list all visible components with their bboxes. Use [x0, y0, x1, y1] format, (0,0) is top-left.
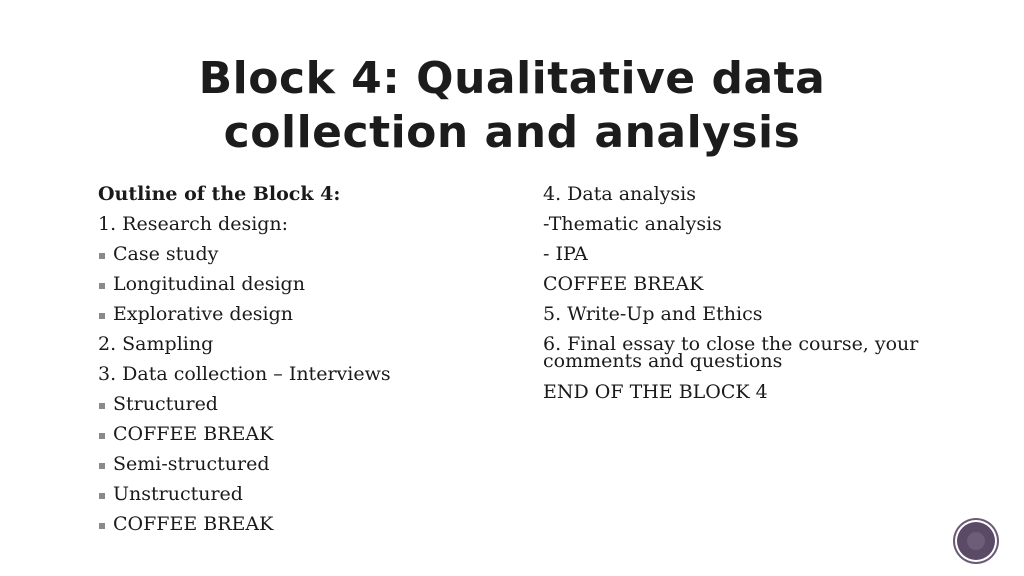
bullet-item — [98, 272, 518, 302]
bullet-item — [98, 392, 518, 422]
title-line-2: collection and analysis — [223, 107, 801, 158]
outline-item-sampling: 2. Sampling — [98, 333, 214, 355]
slide-number-badge[interactable] — [957, 522, 995, 560]
bullet-text: COFFEE BREAK — [113, 423, 274, 445]
outline-heading: Outline of the Block 4: — [98, 183, 341, 205]
square-bullet-icon — [99, 283, 105, 289]
outline-item-thematic-analysis: -Thematic analysis — [543, 213, 722, 235]
bullet-text: Unstructured — [113, 483, 243, 505]
bullet-text: Structured — [113, 393, 218, 415]
bullet-item — [98, 452, 518, 482]
bullet-text: Explorative design — [113, 303, 294, 325]
outline-item-ipa: - IPA — [543, 243, 588, 265]
right-column — [543, 182, 943, 410]
bullet-text: COFFEE BREAK — [113, 513, 274, 535]
outline-item-data-collection: 3. Data collection – Interviews — [98, 363, 391, 385]
square-bullet-icon — [99, 463, 105, 469]
outline-item-final-essay: 6. Final essay to close the course, your comments and questions — [543, 333, 919, 372]
bullet-text: Semi-structured — [113, 453, 270, 475]
title-line-1: Block 4: Qualitative data — [198, 53, 826, 104]
bullet-item — [98, 302, 518, 332]
outline-item-data-analysis: 4. Data analysis — [543, 183, 697, 205]
badge-inner-circle — [967, 532, 985, 550]
square-bullet-icon — [99, 433, 105, 439]
left-column — [98, 182, 518, 542]
square-bullet-icon — [99, 523, 105, 529]
bullet-item — [98, 512, 518, 542]
slide-title — [0, 52, 1024, 160]
bullet-item — [98, 422, 518, 452]
square-bullet-icon — [99, 403, 105, 409]
square-bullet-icon — [99, 253, 105, 259]
outline-item-coffee-break: COFFEE BREAK — [543, 273, 704, 295]
outline-item-write-up: 5. Write-Up and Ethics — [543, 303, 763, 325]
bullet-item — [98, 482, 518, 512]
outline-item-end: END OF THE BLOCK 4 — [543, 381, 768, 403]
square-bullet-icon — [99, 493, 105, 499]
outline-item-research-design: 1. Research design: — [98, 213, 289, 235]
square-bullet-icon — [99, 313, 105, 319]
bullet-text: Case study — [113, 243, 219, 265]
bullet-item — [98, 242, 518, 272]
bullet-text: Longitudinal design — [113, 273, 305, 295]
